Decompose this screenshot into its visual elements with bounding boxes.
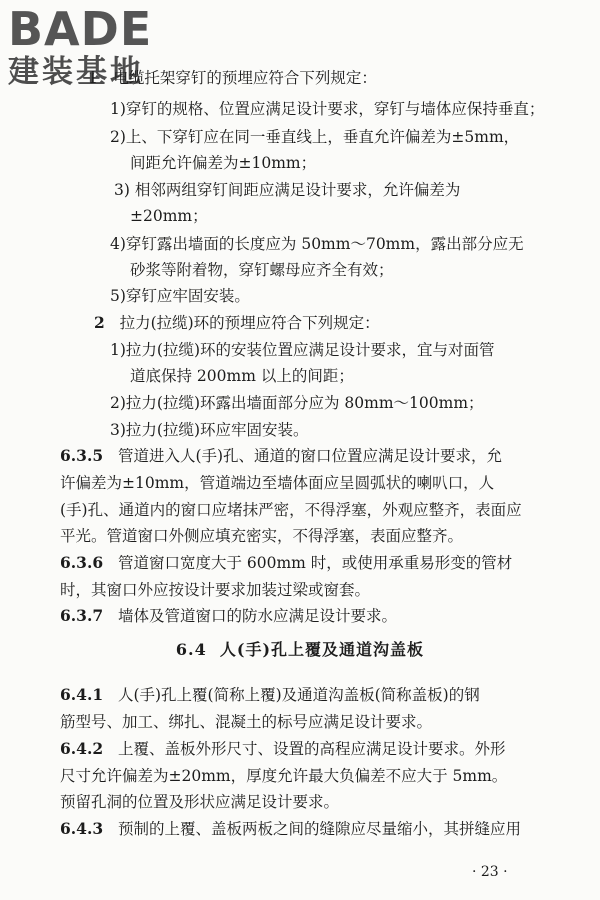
clause-6-4-1 bbox=[0, 685, 600, 705]
para-1-intro: 1 电缆托架穿钉的预埋应符合下列规定： bbox=[88, 69, 377, 87]
clause-text: 尺寸允许偏差为±20mm，厚度允许最大负偏差不应大于 5mm。 bbox=[60, 767, 508, 785]
clause-text: 管道进入人(手)孔、通道的窗口位置应满足设计要求，允 bbox=[117, 447, 503, 465]
para-2-number: 2 bbox=[94, 313, 105, 332]
para-2-intro bbox=[0, 313, 600, 333]
list-item: 3)拉力(拉缆)环应牢固安装。 bbox=[110, 421, 309, 439]
list-item: 3) 相邻两组穿钉间距应满足设计要求，允许偏差为 bbox=[114, 181, 461, 199]
logo-wordmark: BADE bbox=[8, 2, 153, 56]
clause-6-3-5 bbox=[0, 446, 600, 466]
para-2-intro-text: 拉力(拉缆)环的预埋应符合下列规定： bbox=[119, 314, 380, 332]
list-item: 2)上、下穿钉应在同一垂直线上，垂直允许偏差为±5mm， bbox=[110, 128, 520, 146]
clause-text: 管道窗口宽度大于 600mm 时，或使用承重易形变的管材 bbox=[117, 554, 513, 572]
clause-text: 预留孔洞的位置及形状应满足设计要求。 bbox=[60, 793, 340, 811]
clause-number: 6.3.7 bbox=[60, 606, 104, 625]
list-item-continuation: 砂浆等附着物，穿钉螺母应齐全有效； bbox=[130, 261, 394, 279]
logo-subtitle: 建装基地 bbox=[8, 54, 144, 90]
clause-text: 平光。管道窗口外侧应填充密实，不得浮塞，表面应整齐。 bbox=[60, 527, 464, 545]
clause-text: (手)孔、通道内的窗口应堵抹严密，不得浮塞，外观应整齐，表面应 bbox=[60, 501, 522, 519]
list-item: 1)拉力(拉缆)环的安装位置应满足设计要求，宜与对面管 bbox=[110, 341, 495, 359]
clause-text: 筋型号、加工、绑扎、混凝土的标号应满足设计要求。 bbox=[60, 713, 433, 731]
clause-text: 许偏差为±10mm，管道端边至墙体面应呈圆弧状的喇叭口，人 bbox=[60, 474, 495, 492]
clause-number: 6.4.2 bbox=[60, 739, 104, 758]
list-item: 2)拉力(拉缆)环露出墙面部分应为 80mm～100mm； bbox=[110, 394, 484, 412]
list-item-continuation: ±20mm； bbox=[130, 207, 208, 225]
clause-text: 人(手)孔上覆(简称上覆)及通道沟盖板(简称盖板)的钢 bbox=[117, 686, 480, 704]
clause-text: 预制的上覆、盖板两板之间的缝隙应尽量缩小，其拼缝应用 bbox=[117, 820, 521, 838]
clause-number: 6.4.3 bbox=[60, 819, 104, 838]
list-item: 1)穿钉的规格、位置应满足设计要求，穿钉与墙体应保持垂直； bbox=[110, 100, 545, 118]
clause-number: 6.3.5 bbox=[60, 446, 104, 465]
list-item-continuation: 间距允许偏差为±10mm； bbox=[130, 154, 317, 172]
clause-6-4-2 bbox=[0, 739, 600, 759]
clause-6-3-6 bbox=[0, 553, 600, 573]
clause-number: 6.3.6 bbox=[60, 553, 104, 572]
list-item-continuation: 道底保持 200mm 以上的间距； bbox=[130, 367, 354, 385]
page-number: · 23 · bbox=[472, 864, 508, 880]
clause-text: 上覆、盖板外形尺寸、设置的高程应满足设计要求。外形 bbox=[117, 740, 506, 758]
clause-text: 墙体及管道窗口的防水应满足设计要求。 bbox=[117, 607, 397, 625]
list-item: 4)穿钉露出墙面的长度应为 50mm～70mm，露出部分应无 bbox=[110, 235, 524, 253]
clause-text: 时，其窗口外应按设计要求加装过梁或窗套。 bbox=[60, 581, 371, 599]
section-number: 6.4 bbox=[175, 640, 207, 659]
clause-6-4-3 bbox=[0, 819, 600, 839]
section-title: 人(手)孔上覆及通道沟盖板 bbox=[219, 640, 425, 659]
list-item: 5)穿钉应牢固安装。 bbox=[110, 287, 250, 305]
clause-6-3-7 bbox=[0, 606, 600, 626]
clause-number: 6.4.1 bbox=[60, 685, 104, 704]
section-heading bbox=[0, 640, 600, 660]
